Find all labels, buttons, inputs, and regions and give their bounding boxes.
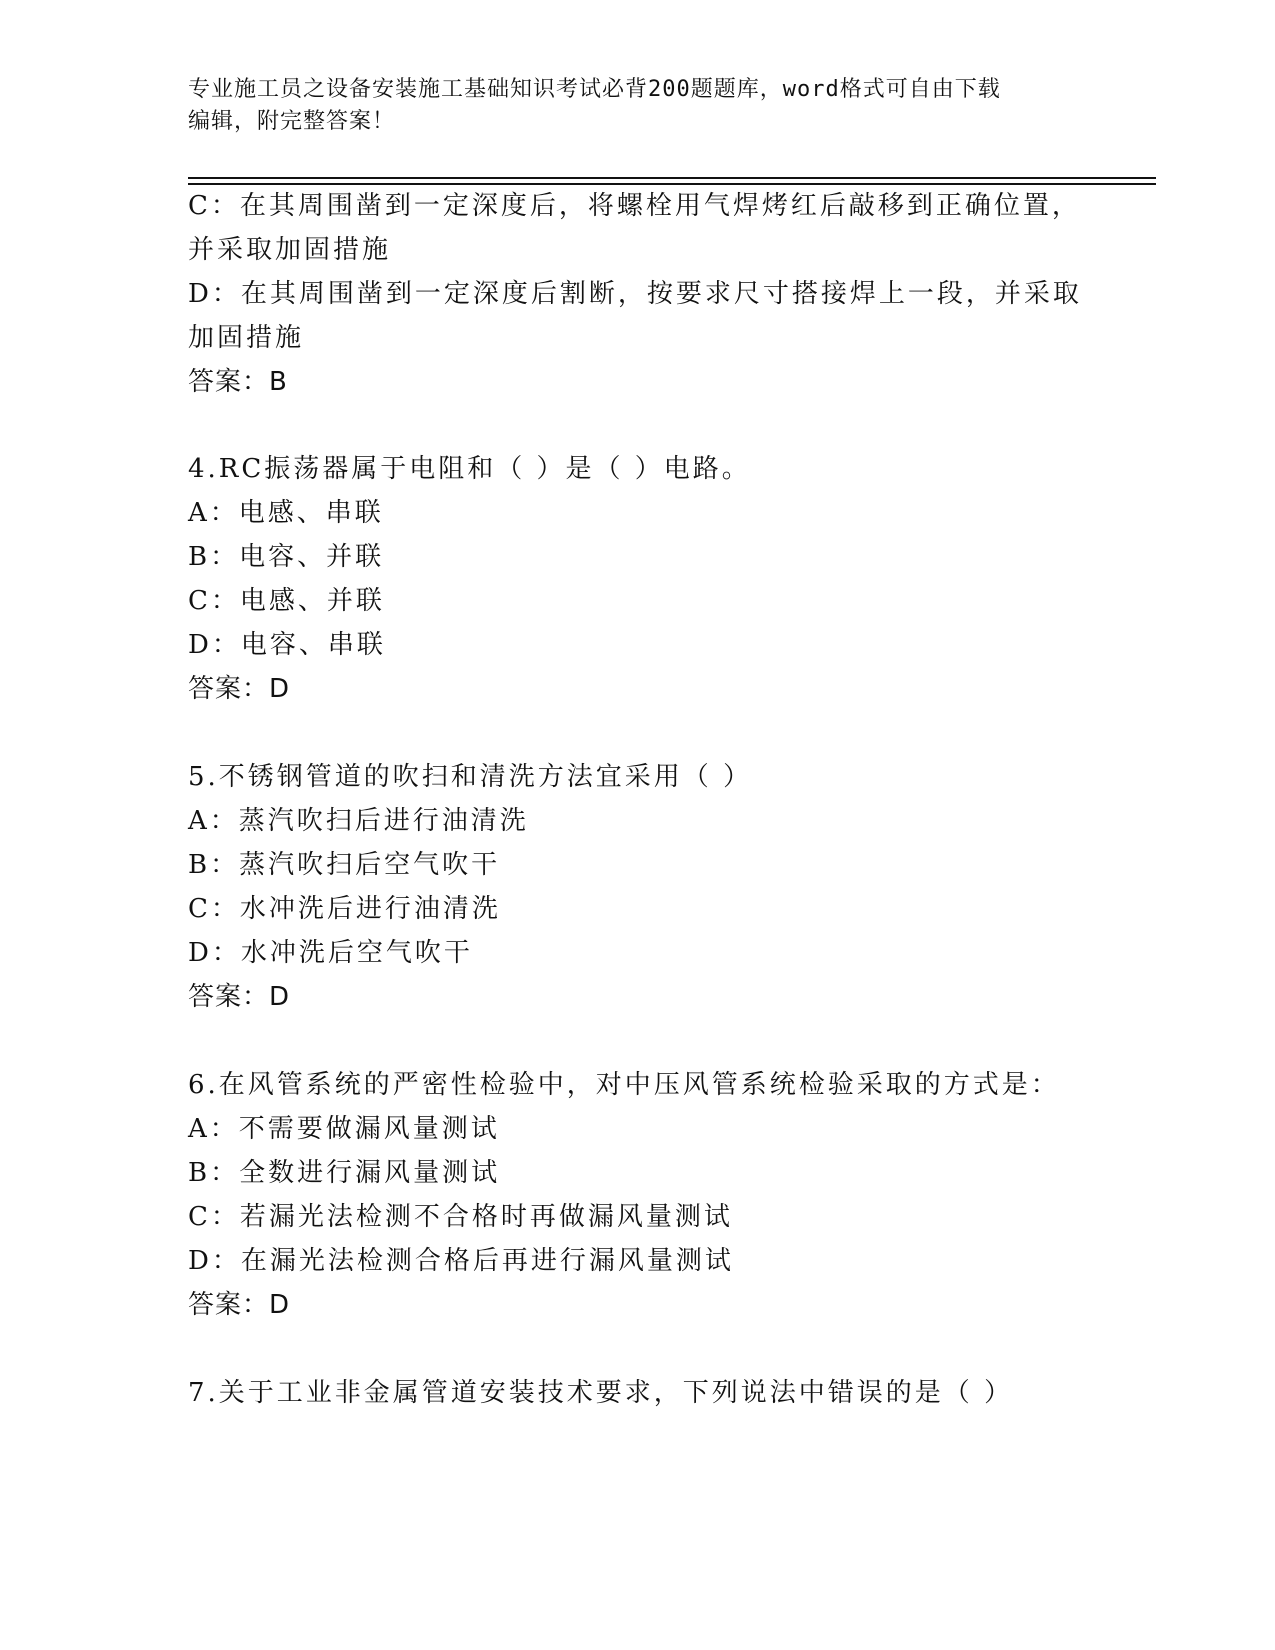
q4-question: 4.RC振荡器属于电阻和（ ）是（ ）电路。 [188,454,751,484]
q5-option-a: A：蒸汽吹扫后进行油清洗 [188,806,529,836]
q5-option-b: B：蒸汽吹扫后空气吹干 [188,850,501,880]
q4-option-a: A：电感、串联 [188,498,384,528]
q3-option-c-line-1: C：在其周围凿到一定深度后，将螺栓用气焊烤红后敲移到正确位置， [188,191,1081,221]
header-divider-bottom [188,183,1156,185]
q4-option-b: B：电容、并联 [188,542,385,572]
q6-option-a: A：不需要做漏风量测试 [188,1114,500,1144]
q7-question: 7.关于工业非金属管道安装技术要求，下列说法中错误的是（ ） [188,1378,1014,1408]
q5-option-d: D：水冲洗后空气吹干 [188,938,473,968]
q4-option-c: C：电感、并联 [188,586,385,616]
document-header [188,74,1078,138]
q5-answer: 答案：D [188,982,291,1012]
q6-option-c: C：若漏光法检测不合格时再做漏风量测试 [188,1202,733,1232]
header-title-line-2: 编辑，附完整答案！ [188,109,396,134]
q3-option-d-line-2: 加固措施 [188,323,305,353]
q3-option-c-line-2: 并采取加固措施 [188,235,392,265]
q5-question: 5.不锈钢管道的吹扫和清洗方法宜采用（ ） [188,762,753,792]
q6-question: 6.在风管系统的严密性检验中，对中压风管系统检验采取的方式是： [188,1070,1060,1100]
header-title-line-1: 专业施工员之设备安装施工基础知识考试必背200题题库，word格式可自由下载 [188,77,1001,102]
header-divider-top [188,177,1156,179]
q6-answer: 答案：D [188,1290,291,1320]
q5-option-c: C：水冲洗后进行油清洗 [188,894,501,924]
q4-option-d: D：电容、串联 [188,630,386,660]
q6-option-d: D：在漏光法检测合格后再进行漏风量测试 [188,1246,734,1276]
q3-option-d-line-1: D：在其周围凿到一定深度后割断，按要求尺寸搭接焊上一段，并采取 [188,279,1082,309]
q4-answer: 答案：D [188,674,291,704]
q3-answer: 答案：B [188,367,288,397]
q6-option-b: B：全数进行漏风量测试 [188,1158,501,1188]
